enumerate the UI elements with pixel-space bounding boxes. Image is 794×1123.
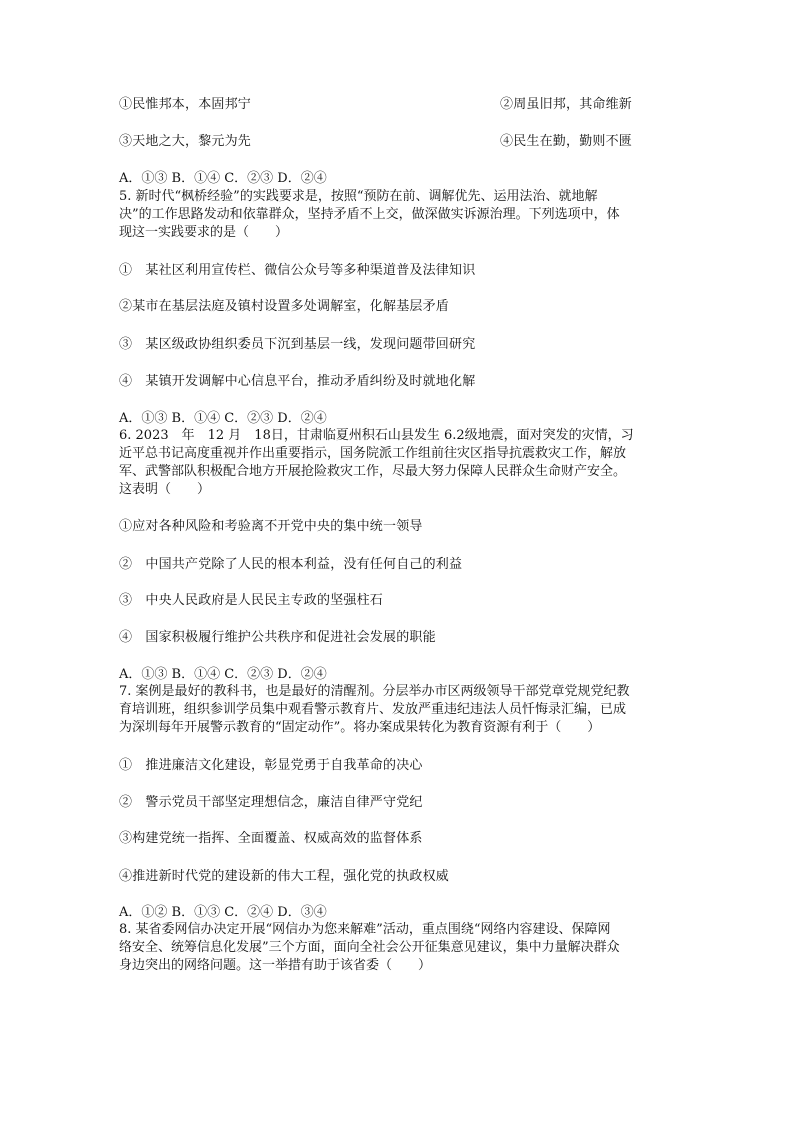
q5-option-4: ④ 某镇开发调解中心信息平台，推动矛盾纠纷及时就地化解: [119, 374, 476, 389]
q7-stem-line: 育培训班，组织参训学员集中观看警示教育片、发放严重违纪违法人员忏悔录汇编，已成: [119, 702, 627, 717]
q7-stem: [119, 683, 694, 737]
q4-option-3: ③天地之大，黎元为先: [119, 134, 252, 149]
q5-stem-line: 决”的工作思路发动和依靠群众，坚持矛盾不上交，做深做实诉源治理。下列选项中，体: [119, 207, 620, 222]
q5-stem-line: 现这一实践要求的是（ ）: [119, 225, 289, 240]
q7-option-1: ① 推进廉洁文化建设，彰显党勇于自我革命的决心: [119, 758, 423, 773]
q4-answer-choices: A．①③ B．①④ C．②③ D．②④: [119, 171, 327, 186]
q7-option-3: ③构建党统一指挥、全面覆盖、权威高效的监督体系: [119, 831, 423, 846]
q6-stem-line: 6. 2023 年 12 月 18日，甘肃临夏州积石山县发生 6.2级地震，面对突发的灾情，习: [119, 428, 634, 443]
q8-stem-line: 8. 某省委网信办决定开展“网信办为您来解难”活动，重点围绕“网络内容建设、保障网: [119, 922, 611, 937]
q6-option-3: ③ 中央人民政府是人民民主专政的坚强柱石: [119, 593, 384, 608]
q6-option-2: ② 中国共产党除了人民的根本利益，没有任何自己的利益: [119, 557, 463, 572]
q5-option-2: ②某市在基层法庭及镇村设置多处调解室，化解基层矛盾: [119, 299, 450, 314]
q7-stem-line: 为深圳每年开展警示教育的“固定动作”。将办案成果转化为教育资源有利于（ ）: [119, 720, 601, 735]
q5-answer-choices: A．①③ B．①④ C．②③ D．②④: [119, 411, 327, 426]
q6-answer-choices: A．①③ B．①④ C．②③ D．②④: [119, 667, 327, 682]
q6-stem: [119, 427, 694, 499]
q5-option-3: ③ 某区级政协组织委员下沉到基层一线，发现问题带回研究: [119, 337, 476, 352]
q6-stem-line: 军、武警部队积极配合地方开展抢险救灾工作，尽最大努力保障人民群众生命财产安全。: [119, 464, 627, 479]
q4-option-4: ④民生在勤，勤则不匮: [500, 134, 633, 149]
q7-stem-line: 7. 案例是最好的教科书，也是最好的清醒剂。分层举办市区两级领导干部党章党规党纪教: [119, 684, 630, 699]
q5-stem: [119, 188, 694, 242]
q8-stem-line: 身边突出的网络问题。这一举措有助于该省委（ ）: [119, 958, 432, 973]
q7-option-2: ② 警示党员干部坚定理想信念，廉洁自律严守党纪: [119, 795, 423, 810]
q7-answer-choices: A．①② B．①③ C．②④ D．③④: [119, 905, 327, 920]
q4-option-1: ①民惟邦本，本固邦宁: [119, 97, 252, 112]
q6-option-4: ④ 国家积极履行维护公共秩序和促进社会发展的职能: [119, 630, 436, 645]
q5-option-1: ① 某社区利用宣传栏、微信公众号等多种渠道普及法律知识: [119, 263, 476, 278]
q6-stem-line: 这表明（ ）: [119, 482, 211, 497]
q8-stem-line: 络安全、统筹信息化发展”三个方面，面向全社会公开征集意见建议，集中力量解决群众: [119, 940, 620, 955]
q5-stem-line: 5. 新时代“枫桥经验”的实践要求是，按照“预防在前、调解优先、运用法治、就地解: [119, 189, 598, 204]
q7-option-4: ④推进新时代党的建设新的伟大工程，强化党的执政权威: [119, 869, 450, 884]
q6-option-1: ①应对各种风险和考验离不开党中央的集中统一领导: [119, 519, 423, 534]
q4-option-2: ②周虽旧邦，其命维新: [500, 97, 633, 112]
q6-stem-line: 近平总书记高度重视并作出重要指示，国务院派工作组前往灾区指导抗震救灾工作，解放: [119, 446, 627, 461]
q8-stem: [119, 921, 694, 975]
